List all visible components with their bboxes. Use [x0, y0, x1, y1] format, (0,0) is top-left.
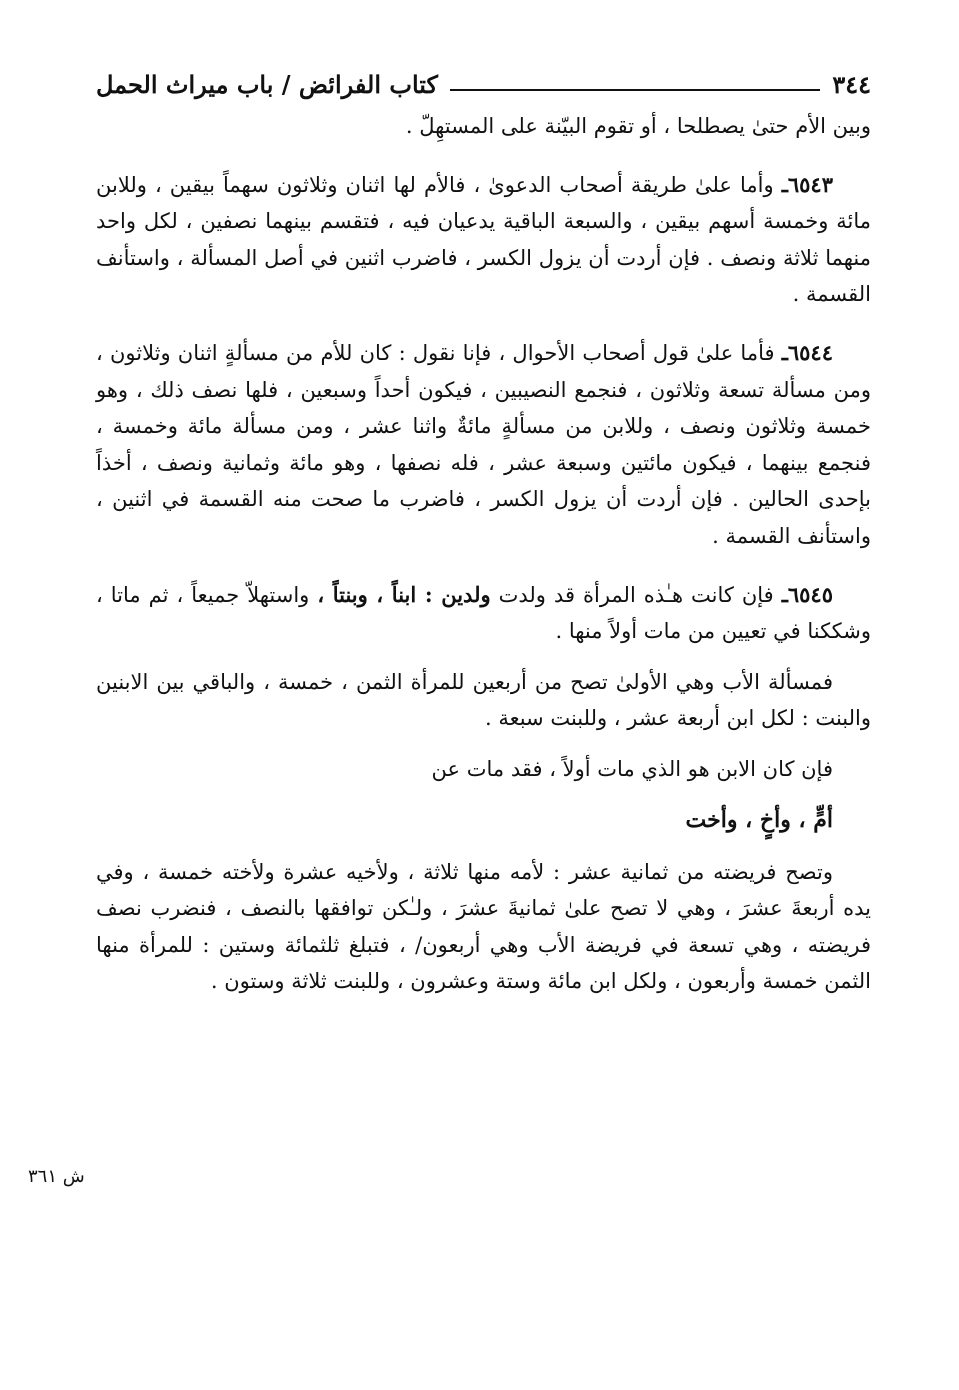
- heirs-line: أمٍّ ، وأخٍ ، وأخت: [685, 806, 833, 833]
- paragraph-text: فأما علىٰ قول أصحاب الأحوال ، فإنا نقول : كان للأم من مسألةٍ اثنان وثلاثون ، ومن مسألة تسعة وثلاثون ، فنجمع النصيبين ، فيكون أحداً وسبعين ، فلها نصف ذلك ، وهو خمسة وثلاثون ونصف ، وللابن من مسألةٍ مائةٌ واثنا عشر ، ومن مسألة مائة وخمسة ، فنجمع بينهما ، فيكون مائتين وسبعة عشر ، فله نصفها ، وهو مائة وثمانية ونصف ، أخذاً بإحدى الحالين . فإن أردت أن يزول الكسر ، فاضرب ما صحت منه القسمة في اثنين ، واستأنف القسمة .: [96, 340, 871, 548]
- page-number: ٣٤٤: [832, 69, 871, 99]
- paragraph-number: ٦٥٤٣ـ: [781, 171, 833, 197]
- paragraph-text: وأما علىٰ طريقة أصحاب الدعوىٰ ، فالأم لها اثنان وثلاثون سهماً بيقين ، وللابن مائة وخمسة أسهم بيقين ، والسبعة الباقية يدعيان فيه ، فتقسم بينهما نصفين ، لكل واحد منهما ثلاثة ونصف . فإن أردت أن يزول الكسر ، فاضرب اثنين في أصل المسألة ، واستأنف القسمة .: [96, 172, 871, 307]
- paragraph-text: فإن كان الابن هو الذي مات أولاً ، فقد مات عن: [431, 756, 833, 781]
- paragraph-text-before: فإن كانت هـٰذه المرأة قد ولدت: [498, 582, 774, 607]
- paragraph-number: ٦٥٤٤ـ: [781, 339, 833, 365]
- page-header: [96, 62, 871, 106]
- paragraph-number: ٦٥٤٥ـ: [781, 581, 833, 607]
- paragraph-son-case: [96, 751, 871, 788]
- paragraph-6543: [96, 167, 871, 313]
- paragraph-father-case: [96, 664, 871, 737]
- paragraph-6544: [96, 335, 871, 555]
- paragraph-6545: [96, 577, 871, 650]
- header-rule: [450, 89, 820, 91]
- running-title: كتاب الفرائض / باب ميراث الحمل: [96, 69, 438, 99]
- paragraph-emphasis: ولدين : ابناً ، وبنتاً ،: [317, 581, 491, 607]
- document-page: [96, 62, 871, 1322]
- paragraph-text: وتصح فريضته من ثمانية عشر : لأمه منها ثلاثة ، ولأخيه عشرة ولأخته خمسة ، وفي يده أربعةَ عشرَ ، وهي لا تصح علىٰ ثمانيةَ عشرَ ، ولـٰكن توافقها بالنصف ، فنضرب نصف فريضته ، وهي تسعة في فريضة الأب وهي أربعون/ ، فتبلغ ثلثمائة وستين : للمرأة منها الثمن خمسة وأربعون ، ولكل ابن مائة وستة وعشرون ، وللبنت ثلاثة وستون .: [96, 859, 871, 994]
- paragraph-text: فمسألة الأب وهي الأولىٰ تصح من أربعين للمرأة الثمن ، خمسة ، والباقي بين الابنين والبنت : لكل ابن أربعة عشر ، وللبنت سبعة .: [96, 669, 871, 731]
- paragraph-calculation: [96, 854, 871, 1000]
- margin-note: ش ٣٦١: [28, 1166, 85, 1187]
- paragraph-continuation: [96, 108, 871, 145]
- paragraph-text-after: واستهلاّ جميعاً ، ثم ماتا ، وشككنا في تعيين من مات أولاً منها .: [96, 582, 871, 644]
- paragraph-text: وبين الأم حتىٰ يصطلحا ، أو تقوم البيّنة على المستهِلّ .: [405, 114, 871, 138]
